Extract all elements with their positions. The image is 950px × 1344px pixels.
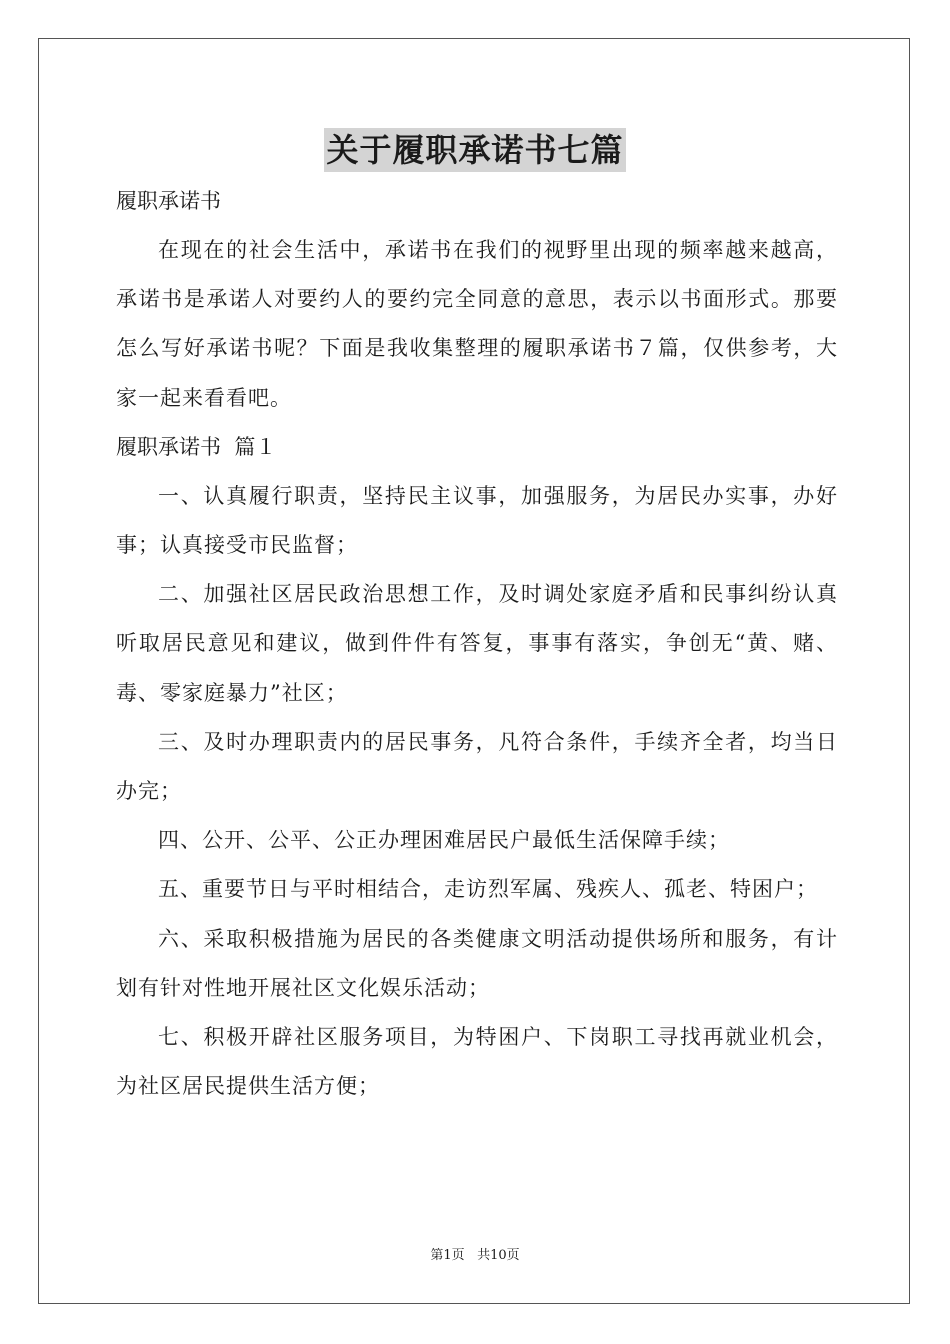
- commitment-item-4: 四、公开、公平、公正办理困难居民户最低生活保障手续；: [158, 828, 730, 853]
- commitment-item-2: 二、加强社区居民政治思想工作，及时调处家庭矛盾和民事纠纷认真听取居民意见和建议，做到件件有答复，事事有落实，争创无“黄、赌、毒、零家庭暴力”社区；: [116, 582, 838, 705]
- commitment-item-5: 五、重要节日与平时相结合，走访烈军属、残疾人、孤老、特困户；: [158, 877, 818, 902]
- document-body: [116, 177, 838, 1111]
- page-number: 第1页: [430, 1248, 465, 1263]
- page-footer: [0, 1246, 950, 1266]
- section-heading: 履职承诺书 篇１: [116, 434, 277, 459]
- subheading: 履职承诺书: [116, 189, 221, 213]
- commitment-item-3: 三、及时办理职责内的居民事务，凡符合条件，手续齐全者，均当日办完；: [116, 729, 838, 804]
- commitment-item-7: 七、积极开辟社区服务项目，为特困户、下岗职工寻找再就业机会，为社区居民提供生活方便；: [116, 1025, 838, 1099]
- commitment-item-1: 一、认真履行职责，坚持民主议事，加强服务，为居民办实事，办好事；认真接受市民监督；: [116, 483, 838, 558]
- intro-paragraph: 在现在的社会生活中，承诺书在我们的视野里出现的频率越来越高，承诺书是承诺人对要约人的要约完全同意的意思，表示以书面形式。那要怎么写好承诺书呢？下面是我收集整理的履职承诺书７篇，仅供参考，大家一起来看看吧。: [116, 238, 838, 410]
- commitment-item-6: 六、采取积极措施为居民的各类健康文明活动提供场所和服务，有计划有针对性地开展社区文化娱乐活动；: [116, 926, 838, 1000]
- document-title: 关于履职承诺书七篇: [324, 128, 625, 172]
- title-container: [0, 128, 950, 172]
- page-total: 共10页: [477, 1248, 520, 1263]
